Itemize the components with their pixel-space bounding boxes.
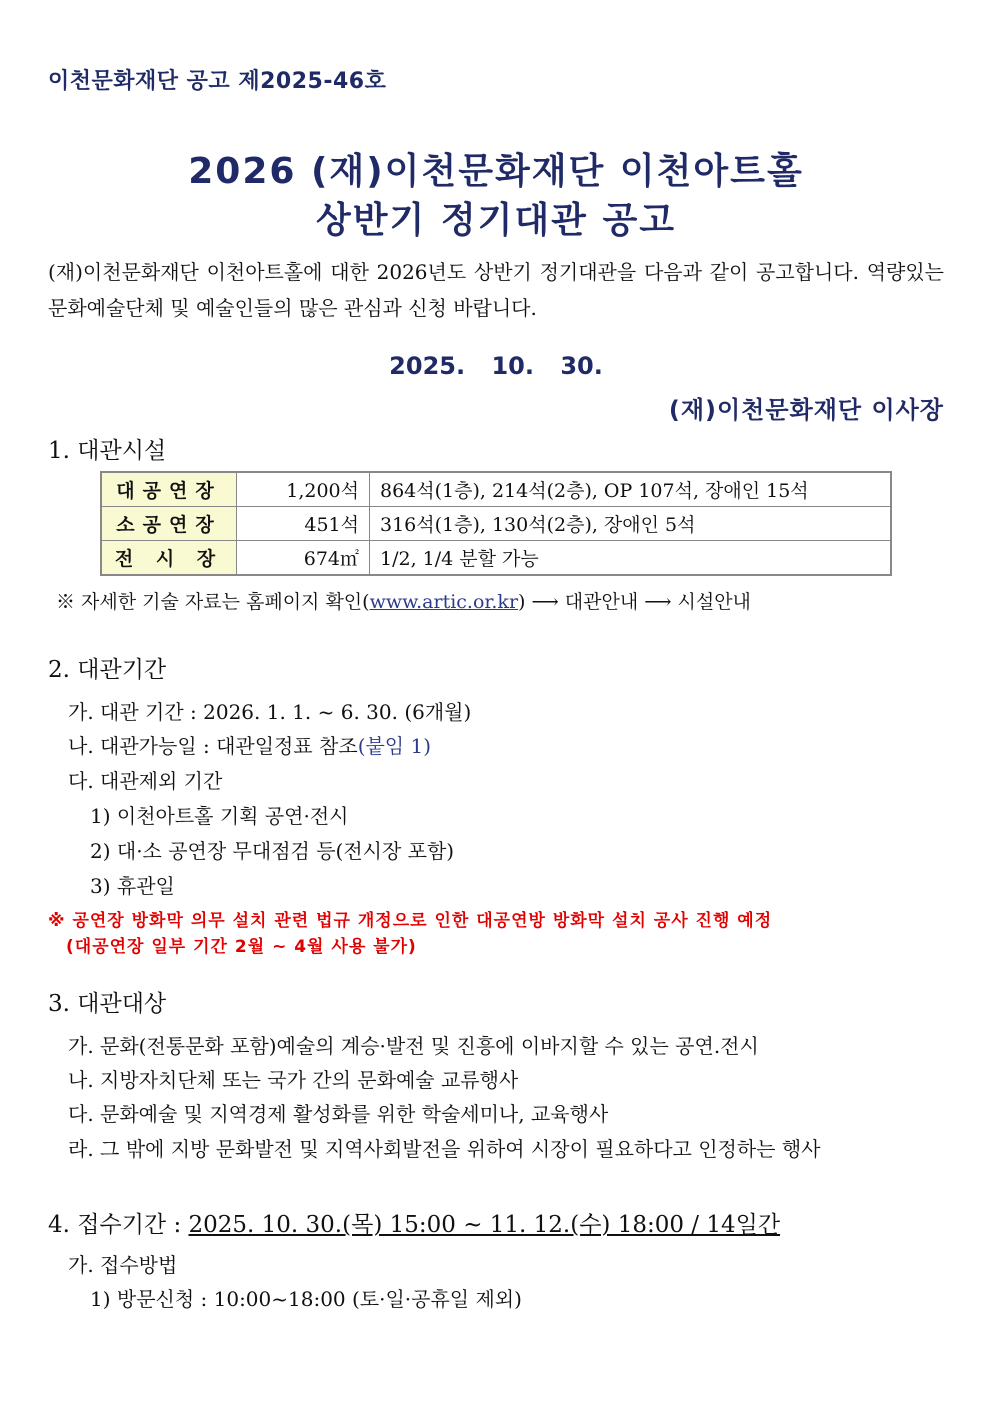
intro-paragraph: (재)이천문화재단 이천아트홀에 대한 2026년도 상반기 정기대관을 다음과 같이 공고합니다. 역량있는 문화예술단체 및 예술인들의 많은 관심과 신청 바랍니다. bbox=[48, 260, 944, 320]
facility-detail: 1/2, 1/4 분할 가능 bbox=[370, 541, 892, 576]
target-item: 라. 그 밖에 지방 문화발전 및 지역사회발전을 위하여 시장이 필요하다고 인정하는 행사 bbox=[68, 1137, 821, 1161]
table-row bbox=[101, 507, 891, 541]
table-row bbox=[101, 541, 891, 576]
period-item-ga: 가. 대관 기간 : 2026. 1. 1. ~ 6. 30. (6개월) bbox=[68, 700, 472, 724]
period-item-na bbox=[68, 730, 431, 759]
document-number: 이천문화재단 공고 제2025-46호 bbox=[48, 69, 387, 94]
facility-note-suffix: ) ⟶ 대관안내 ⟶ 시설안내 bbox=[518, 591, 751, 613]
facility-seats: 674㎡ bbox=[237, 541, 370, 576]
facility-note-prefix: ※ 자세한 기술 자료는 홈페이지 확인( bbox=[56, 591, 370, 613]
reception-title-label: 4. 접수기간 : bbox=[48, 1212, 189, 1238]
section-facilities-title: 1. 대관시설 bbox=[48, 438, 167, 464]
excluded-item: 1) 이천아트홀 기획 공연·전시 bbox=[90, 804, 349, 828]
issuer: (재)이천문화재단 이사장 bbox=[668, 396, 944, 424]
reception-item-ga: 가. 접수방법 bbox=[68, 1253, 178, 1277]
facility-note bbox=[56, 587, 751, 614]
excluded-item: 3) 휴관일 bbox=[90, 874, 175, 898]
attachment-reference: (붙임 1) bbox=[357, 734, 432, 758]
facility-seats: 451석 bbox=[237, 507, 370, 541]
facility-name: 소공연장 bbox=[101, 507, 237, 541]
facility-table bbox=[100, 471, 892, 576]
facility-detail: 316석(1층), 130석(2층), 장애인 5석 bbox=[370, 507, 892, 541]
warning-line2: (대공연장 일부 기간 2월 ~ 4월 사용 불가) bbox=[66, 937, 417, 957]
facility-seats: 1,200석 bbox=[237, 472, 370, 507]
reception-period: 2025. 10. 30.(목) 15:00 ~ 11. 12.(수) 18:00 / 14일간 bbox=[188, 1212, 781, 1238]
facility-name: 대공연장 bbox=[101, 472, 237, 507]
target-item: 나. 지방자치단체 또는 국가 간의 문화예술 교류행사 bbox=[68, 1068, 519, 1092]
page-title-line2: 상반기 정기대관 공고 bbox=[315, 200, 677, 241]
excluded-item: 2) 대·소 공연장 무대점검 등(전시장 포함) bbox=[90, 839, 455, 863]
facility-detail: 864석(1층), 214석(2층), OP 107석, 장애인 15석 bbox=[370, 472, 892, 507]
section-period-title: 2. 대관기간 bbox=[48, 657, 167, 683]
period-item-na-text: 나. 대관가능일 : 대관일정표 참조 bbox=[68, 734, 358, 758]
reception-method: 1) 방문신청 : 10:00~18:00 (토·일·공휴일 제외) bbox=[90, 1287, 522, 1311]
section-reception-title bbox=[48, 1206, 780, 1239]
target-item: 다. 문화예술 및 지역경제 활성화를 위한 학술세미나, 교육행사 bbox=[68, 1102, 609, 1126]
facility-name: 전 시 장 bbox=[101, 541, 237, 576]
target-item: 가. 문화(전통문화 포함)예술의 계승·발전 및 진흥에 이바지할 수 있는 공연.전시 bbox=[68, 1034, 759, 1058]
page-title-line1: 2026 (재)이천문화재단 이천아트홀 bbox=[188, 151, 804, 192]
table-row bbox=[101, 472, 891, 507]
period-item-da: 다. 대관제외 기간 bbox=[68, 769, 223, 793]
section-target-title: 3. 대관대상 bbox=[48, 991, 167, 1017]
notice-date: 2025. 10. 30. bbox=[389, 352, 603, 380]
homepage-link[interactable]: www.artic.or.kr bbox=[369, 591, 519, 613]
warning-line1: ※ 공연장 방화막 의무 설치 관련 법규 개정으로 인한 대공연방 방화막 설치 공사 진행 예정 bbox=[48, 911, 773, 931]
